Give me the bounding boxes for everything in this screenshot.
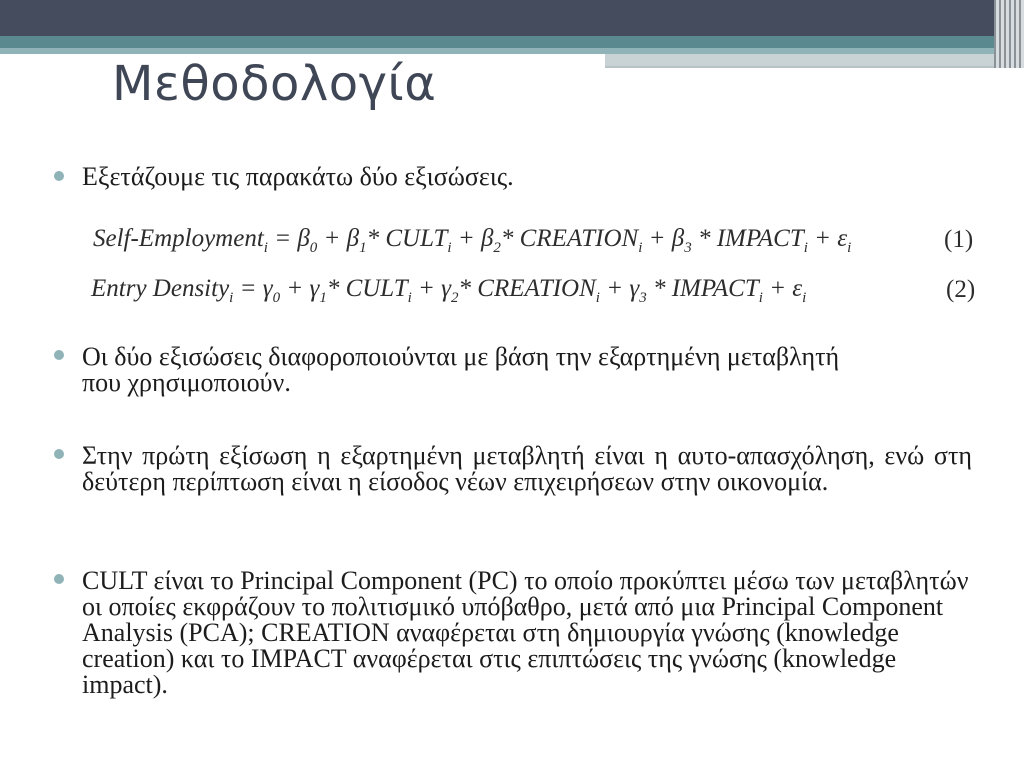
bullet-dot [54,350,64,360]
equation-lhs: Entry Density [91,275,230,302]
header-gray-strip [605,54,1010,66]
equation-2 [91,275,806,307]
bullet-dot [54,574,64,584]
bullet-text: Οι δύο εξισώσεις διαφοροποιούνται με βάση την εξαρτημένη μεταβλητή που χρησιμοποιούν. [82,342,840,397]
bullet-dot [54,171,64,181]
header-band [0,0,1024,36]
equation-rhs: = $\gamma_0 + \gamma_1*$ $CULT_i + \gamma_2*$ $CREATION_i + \gamma_3$ * $IMPACT_i + \varepsilon_i$ [239,275,807,306]
equation-1-number: (1) [944,226,974,253]
header-accent-band [0,36,1024,48]
equation-1 [93,225,851,257]
equation-lhs-subscript: i [263,240,268,256]
equation-lhs-subscript: i [229,290,234,306]
equation-lhs: Self-Employment [93,225,264,252]
corner-stripes [994,0,1024,68]
equation-rhs: = $\beta_0 + \beta_1*$ $CULT_i + \beta_2*$ $CREATION_i + \beta_3$ * $IMPACT_i + \varepsilon_i$ [274,225,852,256]
bullet-dot [54,449,64,459]
equation-2-number: (2) [946,276,976,303]
bullet-text: Στην πρώτη εξίσωση η εξαρτημένη μεταβλητή είναι η αυτο-απασχόληση, ενώ στη δεύτερη περίπτωση είναι η είσοδος νέων επιχειρήσεων στην οικονομία. [82,441,972,496]
slide-title: Μεθοδολογία [112,56,437,112]
bullet-text: CULT είναι το Principal Component (PC) το οποίο προκύπτει μέσω των μεταβλητών οι οποίες εκφράζουν το πολιτισμικό υπόβαθρο, μετά από μια Principal Component Analysis (PCA); CREATION αναφέρεται στη δημιουργία γνώσης (knowledge creation) και το IMPACT αναφέρεται στις επιπτώσεις της γνώσης (knowledge impact). [82,566,969,699]
header-divider [605,66,1010,68]
bullet-text: Εξετάζουμε τις παρακάτω δύο εξισώσεις. [82,162,514,191]
